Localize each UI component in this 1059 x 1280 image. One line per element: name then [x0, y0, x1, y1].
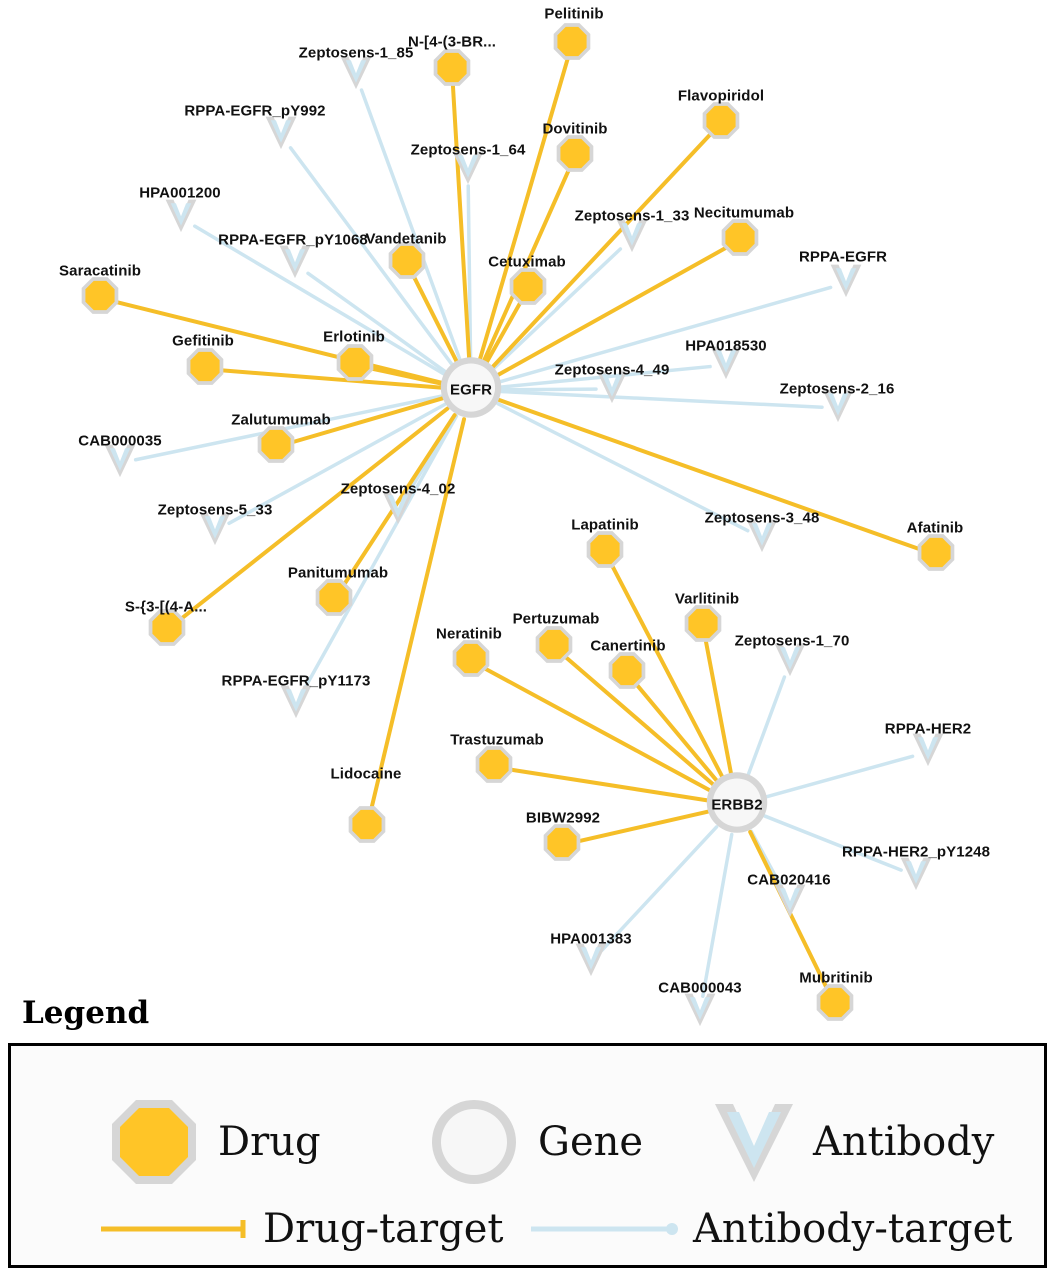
drug-node[interactable]	[720, 218, 760, 263]
antibody-label: Zeptosens-1_64	[410, 141, 526, 159]
drug-label: Afatinib	[906, 519, 964, 537]
drug-octagon-icon[interactable]	[256, 425, 296, 465]
drug-node[interactable]	[552, 22, 592, 67]
drug-label: Pelitinib	[544, 5, 604, 23]
drug-octagon-icon[interactable]	[185, 347, 225, 387]
antibody-node[interactable]	[683, 991, 717, 1034]
antibody-label: HPA018530	[685, 337, 767, 355]
antibody-label: RPPA-EGFR	[798, 248, 888, 266]
legend-label-drug-target: Drug-target	[263, 1206, 504, 1252]
drug-node[interactable]	[185, 347, 225, 392]
antibody-label: RPPA-EGFR_pY1068	[218, 231, 368, 249]
antibody-label: CAB000043	[658, 979, 742, 997]
drug-octagon-icon[interactable]	[508, 267, 548, 307]
drug-octagon-icon[interactable]	[815, 983, 855, 1023]
drug-label: Cetuximab	[488, 253, 566, 271]
drug-octagon-icon	[106, 1094, 202, 1190]
drug-node[interactable]	[916, 533, 956, 578]
drug-label: Canertinib	[590, 637, 666, 655]
drug-node[interactable]	[683, 604, 723, 649]
antibody-label: Zeptosens-1_85	[298, 44, 414, 62]
drug-octagon-icon[interactable]	[451, 639, 491, 679]
legend-item-drug-target	[101, 1206, 503, 1252]
drug-octagon-icon[interactable]	[474, 745, 514, 785]
drug-octagon-icon[interactable]	[555, 134, 595, 174]
drug-node[interactable]	[555, 134, 595, 179]
drug-octagon-icon[interactable]	[683, 604, 723, 644]
legend-box	[8, 1043, 1047, 1268]
drug-node[interactable]	[508, 267, 548, 312]
antibody-target-edge-icon	[531, 1217, 681, 1241]
drug-node[interactable]	[432, 48, 472, 93]
legend-item-antibody	[711, 1094, 994, 1190]
drug-octagon-icon[interactable]	[607, 651, 647, 691]
drug-label: Saracatinib	[59, 262, 141, 280]
drug-octagon-icon[interactable]	[347, 805, 387, 845]
drug-label: BIBW2992	[525, 809, 601, 827]
antibody-label: Zeptosens-2_16	[779, 380, 895, 398]
antibody-label: RPPA-HER2_pY1248	[841, 843, 991, 861]
drug-target-edge-icon	[101, 1217, 251, 1241]
drug-label: Pertuzumab	[512, 610, 600, 628]
drug-node[interactable]	[80, 276, 120, 321]
antibody-node[interactable]	[264, 114, 298, 157]
antibody-chevron-icon	[711, 1094, 797, 1190]
legend-item-drug	[106, 1094, 321, 1190]
drug-octagon-icon[interactable]	[314, 578, 354, 618]
legend-label-drug: Drug	[218, 1119, 321, 1165]
antibody-label: CAB020416	[747, 871, 831, 889]
legend-label-antibody: Antibody	[813, 1119, 995, 1165]
drug-node[interactable]	[474, 745, 514, 790]
drug-node[interactable]	[347, 805, 387, 850]
antibody-node[interactable]	[899, 855, 933, 898]
drug-node[interactable]	[534, 625, 574, 670]
antibody-label: HPA001383	[550, 930, 632, 948]
drug-label: Vandetanib	[365, 230, 447, 248]
drug-node[interactable]	[815, 983, 855, 1028]
drug-label: N-[4-(3-BR...	[408, 33, 496, 51]
antibody-label: Zeptosens-3_48	[704, 509, 820, 527]
drug-node[interactable]	[451, 639, 491, 684]
drug-octagon-icon[interactable]	[534, 625, 574, 665]
drug-octagon-icon[interactable]	[80, 276, 120, 316]
gene-label: EGFR	[449, 381, 493, 399]
antibody-label: CAB000035	[78, 432, 162, 450]
drug-label: Dovitinib	[542, 120, 608, 138]
drug-node[interactable]	[542, 823, 582, 868]
drug-octagon-icon[interactable]	[916, 533, 956, 573]
gene-circle-icon	[426, 1094, 522, 1190]
drug-label: Lidocaine	[330, 765, 402, 783]
drug-node[interactable]	[607, 651, 647, 696]
legend-item-gene	[426, 1094, 643, 1190]
drug-node[interactable]	[335, 343, 375, 388]
antibody-node[interactable]	[278, 243, 312, 286]
drug-label: Flavopiridol	[677, 87, 765, 105]
drug-node[interactable]	[701, 101, 741, 146]
legend-title: Legend	[22, 995, 150, 1031]
drug-octagon-icon[interactable]	[552, 22, 592, 62]
legend-item-antibody-target	[531, 1206, 1012, 1252]
drug-label: Lapatinib	[571, 516, 639, 534]
antibody-label: Zeptosens-1_33	[574, 207, 690, 225]
antibody-label: RPPA-HER2	[884, 720, 972, 738]
drug-octagon-icon[interactable]	[701, 101, 741, 141]
drug-node[interactable]	[314, 578, 354, 623]
drug-node[interactable]	[256, 425, 296, 470]
drug-octagon-icon[interactable]	[432, 48, 472, 88]
antibody-label: Zeptosens-5_33	[157, 501, 273, 519]
legend-edges-row	[11, 1206, 1044, 1266]
antibody-node[interactable]	[829, 262, 863, 305]
drug-octagon-icon[interactable]	[585, 530, 625, 570]
antibody-label: HPA001200	[139, 184, 221, 202]
antibody-chevron-icon[interactable]	[164, 197, 198, 235]
legend-label-gene: Gene	[538, 1119, 644, 1165]
antibody-node[interactable]	[164, 197, 198, 240]
drug-label: Varlitinib	[674, 590, 740, 608]
antibody-label: Zeptosens-1_70	[734, 632, 850, 650]
drug-label: Zalutumumab	[231, 411, 331, 429]
legend-shapes-row	[11, 1094, 1044, 1190]
drug-label: Neratinib	[436, 625, 502, 643]
drug-octagon-icon[interactable]	[335, 343, 375, 383]
drug-label: Panitumumab	[287, 564, 389, 582]
drug-label: Trastuzumab	[450, 731, 544, 749]
drug-label: Erlotinib	[323, 328, 385, 346]
drug-octagon-icon[interactable]	[542, 823, 582, 863]
antibody-chevron-icon[interactable]	[829, 262, 863, 300]
drug-octagon-icon[interactable]	[720, 218, 760, 258]
drug-label: S-{3-[(4-A...	[124, 598, 208, 616]
antibody-label: RPPA-EGFR_pY1173	[221, 672, 371, 690]
drug-label: Necitumumab	[693, 204, 795, 222]
legend-label-antibody-target: Antibody-target	[693, 1206, 1013, 1252]
drug-node[interactable]	[585, 530, 625, 575]
antibody-label: Zeptosens-4_02	[340, 480, 456, 498]
antibody-label: RPPA-EGFR_pY992	[184, 102, 326, 120]
drug-label: Mubritinib	[799, 969, 873, 987]
antibody-label: Zeptosens-4_49	[554, 361, 670, 379]
gene-label: ERBB2	[711, 796, 763, 814]
drug-label: Gefitinib	[172, 332, 234, 350]
